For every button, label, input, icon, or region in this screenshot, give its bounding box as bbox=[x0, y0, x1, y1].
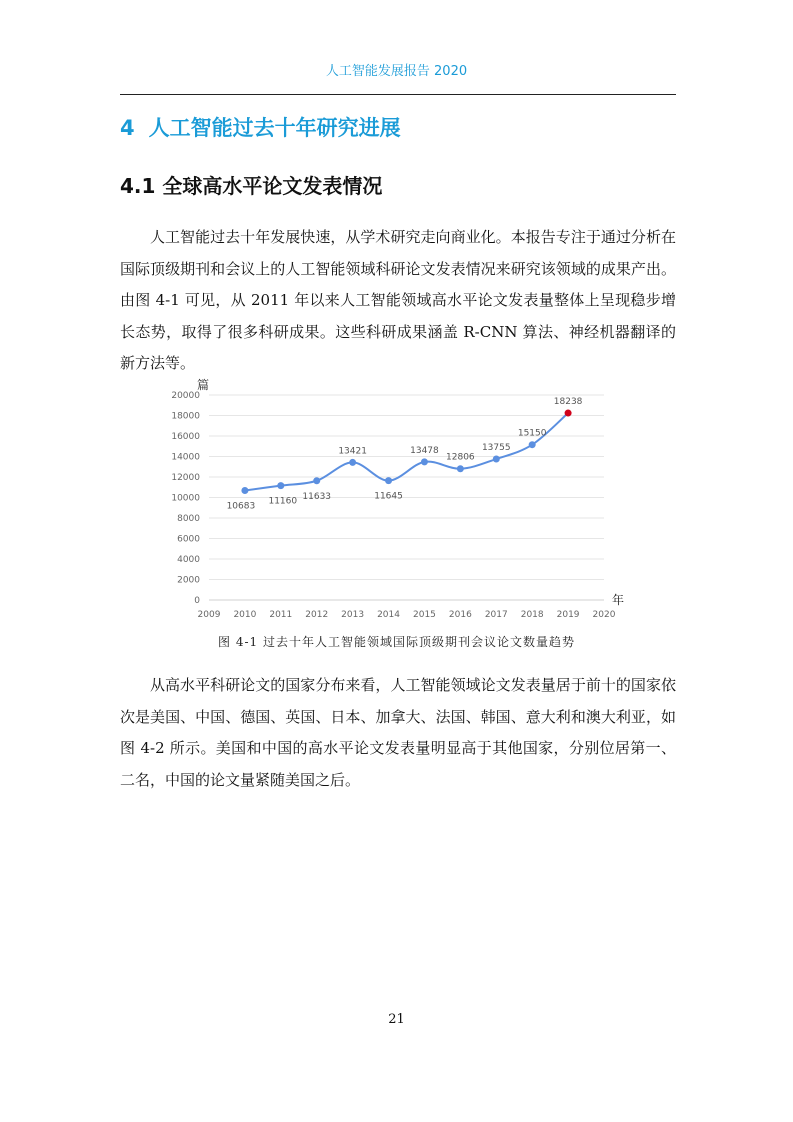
x-tick-label: 2015 bbox=[413, 610, 436, 620]
data-point bbox=[277, 482, 284, 489]
data-label: 11633 bbox=[302, 491, 332, 502]
x-tick-label: 2019 bbox=[556, 610, 580, 620]
section-title: 4.1 全球高水平论文发表情况 bbox=[120, 174, 383, 198]
x-tick-label: 2009 bbox=[197, 610, 221, 620]
y-tick-label: 8000 bbox=[177, 514, 200, 524]
y-tick-label: 18000 bbox=[171, 411, 200, 422]
chapter-title-text: 人工智能过去十年研究进展 bbox=[148, 116, 401, 140]
x-tick-label: 2012 bbox=[305, 610, 329, 620]
data-point bbox=[565, 410, 572, 417]
y-tick-label: 0 bbox=[194, 596, 200, 606]
x-tick-label: 2020 bbox=[592, 610, 616, 620]
data-point bbox=[529, 441, 536, 448]
data-point bbox=[493, 456, 500, 463]
x-tick-label: 2013 bbox=[341, 610, 365, 620]
y-tick-label: 12000 bbox=[171, 473, 200, 483]
data-label: 13421 bbox=[338, 446, 367, 457]
data-label: 11160 bbox=[268, 496, 298, 507]
x-tick-label: 2016 bbox=[448, 610, 472, 620]
data-label: 12806 bbox=[446, 452, 475, 463]
paragraph-intro: 人工智能过去十年发展快速，从学术研究走向商业化。本报告专注于通过分析在国际顶级期刊和会议上的人工智能领域科研论文发表情况来研究该领域的成果产出。由图 4-1 可见，从 2011 年以来人工智能领域高水平论文发表量整体上呈现稳步增长态势，取得了很多科研成果。这些科研成果涵盖 R-CNN 算法、神经机器翻译的新方法等。 bbox=[120, 228, 676, 372]
data-point bbox=[457, 465, 464, 472]
x-axis-label: 年 bbox=[611, 593, 625, 607]
x-tick-label: 2014 bbox=[377, 610, 400, 620]
data-label: 11645 bbox=[374, 491, 403, 502]
series-line bbox=[245, 413, 568, 490]
x-tick-label: 2018 bbox=[520, 610, 544, 620]
chapter-number: 4 bbox=[120, 116, 135, 140]
data-label: 13755 bbox=[481, 443, 511, 454]
y-tick-label: 6000 bbox=[177, 534, 200, 545]
data-label: 10683 bbox=[226, 501, 256, 512]
y-axis-label: 篇 bbox=[196, 378, 210, 392]
data-label: 13478 bbox=[410, 445, 439, 456]
chapter-title bbox=[120, 112, 401, 142]
page-number: 21 bbox=[388, 1012, 405, 1027]
figure-caption: 图 4-1 过去十年人工智能领域国际顶级期刊会议论文数量趋势 bbox=[218, 635, 575, 649]
running-header: 人工智能发展报告 2020 bbox=[325, 64, 468, 79]
trend-chart bbox=[160, 378, 640, 628]
paragraph-country: 从高水平科研论文的国家分布来看，人工智能领域论文发表量居于前十的国家依次是美国、中国、德国、英国、日本、加拿大、法国、韩国、意大利和澳大利亚，如图 4-2 所示。美国和中国的高水平论文发表量明显高于其他国家，分别位居第一、二名，中国的论文量紧随美国之后。 bbox=[120, 676, 676, 789]
y-tick-label: 4000 bbox=[177, 555, 200, 565]
data-label: 15150 bbox=[517, 428, 547, 439]
data-point bbox=[349, 459, 356, 466]
data-point bbox=[421, 458, 428, 465]
data-point bbox=[313, 477, 320, 484]
y-tick-label: 16000 bbox=[171, 432, 200, 442]
y-tick-label: 2000 bbox=[177, 575, 200, 586]
data-point bbox=[241, 487, 248, 494]
y-tick-label: 10000 bbox=[171, 493, 200, 504]
y-tick-label: 14000 bbox=[171, 452, 200, 463]
data-label: 18238 bbox=[553, 397, 583, 408]
y-tick-label: 20000 bbox=[171, 391, 200, 401]
x-tick-label: 2011 bbox=[269, 610, 293, 620]
data-point bbox=[385, 477, 392, 484]
trend-chart-svg bbox=[160, 378, 640, 628]
header-divider bbox=[120, 94, 676, 95]
x-tick-label: 2010 bbox=[233, 610, 257, 620]
x-tick-label: 2017 bbox=[484, 610, 508, 620]
